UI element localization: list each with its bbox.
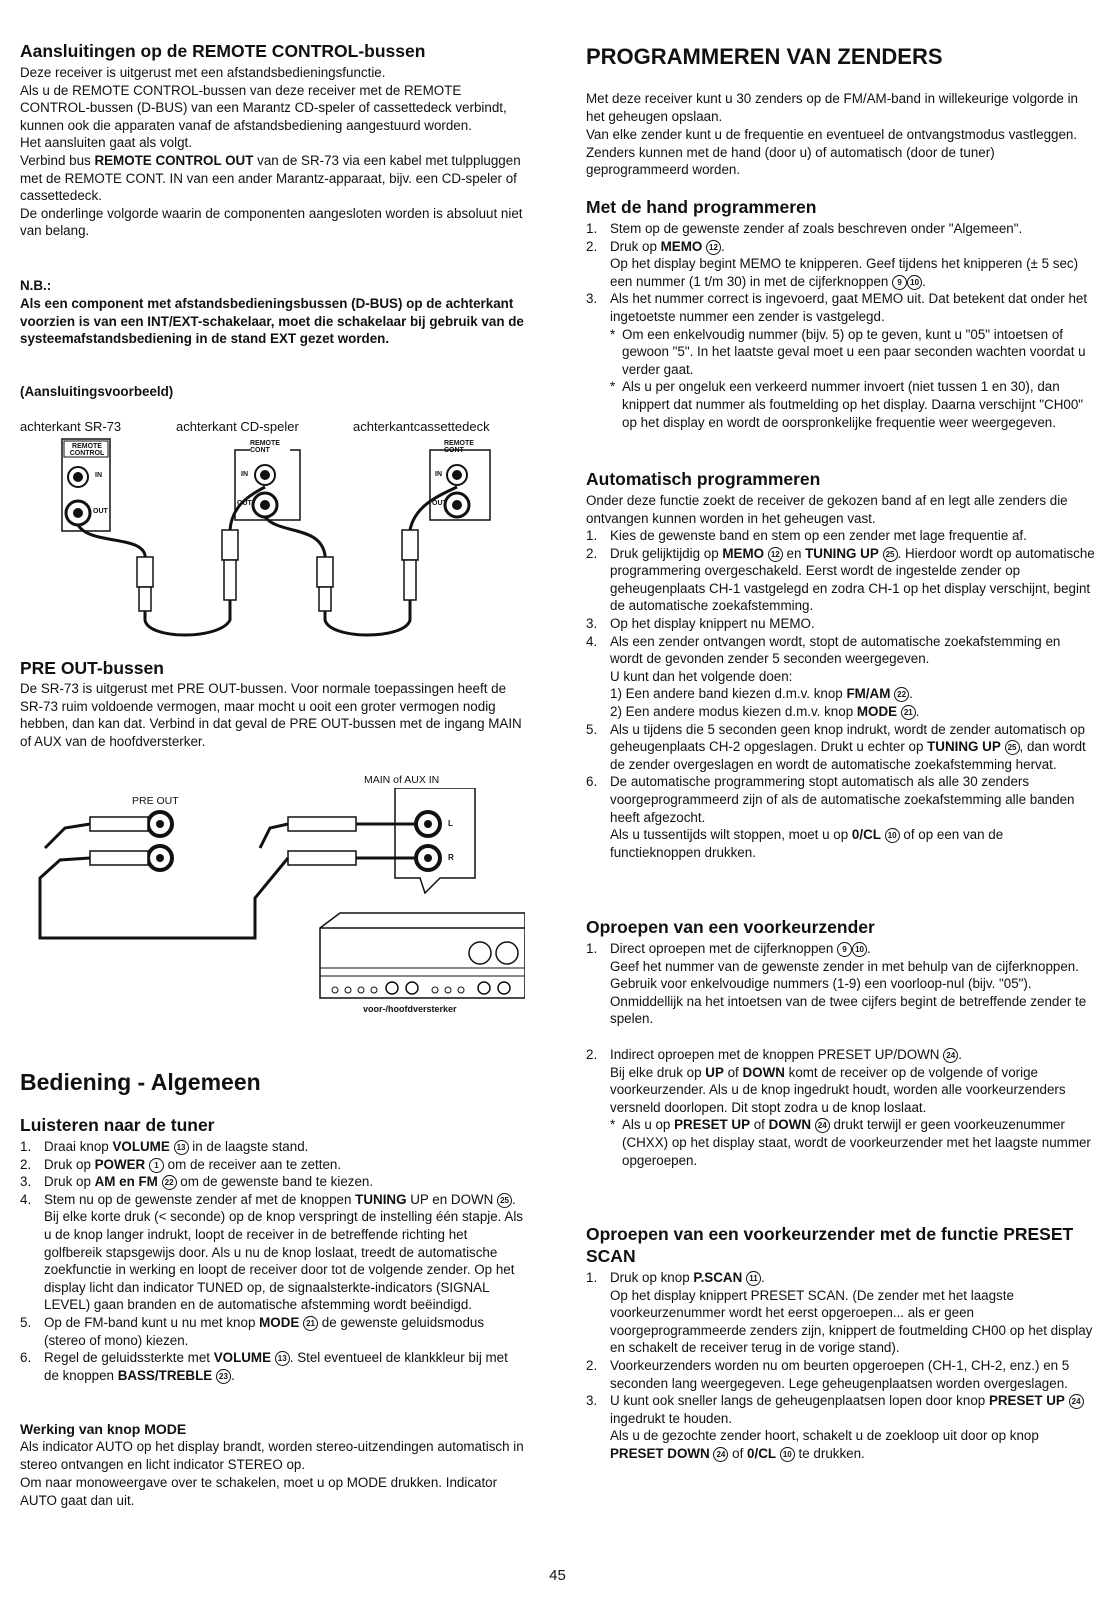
amp-led	[358, 987, 364, 993]
rca-plug-tip	[139, 587, 151, 611]
circled-number: 25	[497, 1193, 512, 1208]
item-text	[44, 1191, 525, 1314]
item-text	[44, 1349, 525, 1384]
item-number: 3.	[586, 1393, 598, 1409]
text-span: de gewenste geluidsmodus (stereo of mono) kiezen.	[44, 1314, 485, 1348]
bullet-text	[622, 1116, 1096, 1169]
list-item	[586, 721, 1096, 774]
amp-knob	[496, 942, 518, 964]
item-text: Als een zender ontvangen wordt, stopt de automatische zoekafstemming en wordt de gevonden zender 5 seconden weergegeven. U kunt dan het volgende doen: 1) Een andere band kiezen d.m.v. knop FM/AM 22 . 2) Een andere modus kiezen d.m.v. knop MODE 21 .	[610, 633, 1061, 719]
oproep-list-1	[586, 940, 1096, 1028]
remote-p1: Deze receiver is uitgerust met een afstandsbedieningsfunctie.	[20, 65, 386, 80]
cable-loop-1	[145, 600, 230, 635]
label-preout: PRE OUT	[132, 795, 179, 807]
circled-number: 10	[907, 275, 922, 290]
item-number: 2.	[586, 1357, 598, 1373]
list-item	[586, 1046, 1096, 1169]
circled-number: 24	[943, 1048, 958, 1063]
circled-number: 24	[815, 1118, 830, 1133]
text-span: te drukken.	[794, 1445, 865, 1461]
circled-number: 25	[1005, 740, 1020, 755]
rca-plug	[288, 851, 356, 865]
button-name: VOLUME	[112, 1139, 170, 1154]
remote-body	[20, 64, 525, 240]
amp-button	[478, 982, 490, 994]
item-text	[610, 545, 1096, 615]
text-span: .	[230, 1367, 235, 1383]
mode-title: Werking van knop MODE	[20, 1421, 187, 1437]
cable-cd-out	[265, 517, 325, 585]
list-item	[586, 1392, 1096, 1462]
bullet-mark: *	[610, 1117, 616, 1133]
text-span: 0/CL	[851, 827, 881, 843]
amp-button	[498, 982, 510, 994]
remote-p5: De onderlinge volgorde waarin de componenten aangesloten worden is absoluut niet van belang.	[20, 205, 523, 239]
item-text	[610, 1392, 1096, 1462]
item-number: 2.	[586, 1047, 598, 1062]
jack-label-remote-cont-cd: REMOTE CONT	[250, 440, 280, 454]
rca-plug	[288, 817, 356, 831]
text-span: PRESET UP/DOWN	[817, 1047, 940, 1062]
oproep-title: Oproepen van een voorkeurzender	[586, 917, 875, 937]
item-number: 4.	[20, 1191, 32, 1207]
text-span: 2) Een andere modus kiezen d.m.v. knop	[610, 703, 857, 719]
text-span: om de gewenste band te kiezen.	[176, 1174, 374, 1190]
item-number: 3.	[586, 291, 598, 307]
nb-title: N.B.:	[20, 278, 52, 293]
item-text: Op het display knippert nu MEMO.	[610, 615, 815, 631]
circled-number: 21	[901, 705, 916, 720]
text-span: Op het display knippert PRESET SCAN. (De zender met het laagste voorkeurzenummer wordt het eerst opgeroepen... als er geen voorgeprogrammeerde zenders zijn, knippert de foutmelding CH00 op het display en schakelt de receiver terug in de vorige stand).	[610, 1287, 1093, 1356]
text-span: Op het display begint MEMO te knipperen. Geef tijdens het knipperen (± 5 sec) een nummer (1 t/m 30) in met de cijferknoppen	[610, 256, 1079, 289]
jack-center	[424, 820, 432, 828]
text-span: ingedrukt te houden.	[610, 1410, 733, 1426]
text-span: . Stel eventueel de klankkleur bij met de knoppen	[44, 1350, 508, 1383]
text-span: REMOTE CONTROL OUT	[94, 152, 254, 168]
circled-number: 1	[149, 1158, 164, 1173]
circled-number: 13	[275, 1351, 290, 1366]
page-number: 45	[549, 1567, 566, 1584]
text-span: . Hierdoor wordt op automatische programmering overgeschakeld. Eerst wordt de ingestelde zender op geheugenplaats CH-1 vastgelegd en zodra CH-1 op het display verschijnt, begint de automatische zoekafstemming.	[610, 545, 1095, 614]
item-text	[610, 773, 1096, 861]
item-text	[44, 1138, 525, 1156]
text-span: TUNING UP	[805, 545, 879, 561]
amp-input-callout	[395, 788, 475, 893]
label-amp: voor-/hoofdversterker	[363, 1004, 457, 1014]
jack-center	[452, 500, 462, 510]
text-span: , dan wordt de zender overgeslagen en wordt de automatische zoekafstemming hervat.	[610, 739, 1086, 772]
text-span: drukt terwijl er geen voorkeuzenummer (CHXX) op het display staat, wordt de voorkeurzender met het laagste nummer opgeroepen.	[622, 1117, 1091, 1168]
text-span: of op een van de functieknoppen drukken.	[610, 827, 1004, 860]
rca-plug	[222, 530, 238, 560]
jack-label-out: OUT	[237, 500, 252, 507]
item-number: 2.	[20, 1156, 32, 1172]
item-number: 1.	[586, 221, 598, 236]
cable	[260, 824, 288, 848]
intro-2: Van elke zender kunt u de frequentie en eventueel de ontvangstmodus vastleggen. Zenders kunnen met de hand (door u) of automatisch (door de tuner) geprogrammeerd worden.	[586, 127, 1078, 178]
item-text	[610, 238, 1096, 291]
jack-center	[424, 854, 432, 862]
jack-center	[73, 472, 83, 482]
button-name: TUNING	[355, 1191, 407, 1207]
circled-number: 22	[162, 1175, 177, 1190]
rca-plug	[90, 817, 148, 831]
text-span: DOWN	[742, 1064, 785, 1080]
amp-button	[386, 982, 398, 994]
list-item	[586, 238, 1096, 291]
text-span: Als u tijdens die 5 seconden geen knop indrukt, wordt de zender automatisch op geheugenplaats CH-2 opgeslagen. Drukt u echter op	[610, 721, 1085, 755]
button-name: BASS/TREBLE	[117, 1367, 213, 1383]
text-span: of	[750, 1117, 769, 1133]
item-number: 6.	[20, 1350, 32, 1366]
item-text	[610, 1269, 1096, 1357]
jack-center	[260, 500, 270, 510]
text-span: MODE	[856, 703, 898, 719]
text-span: FM/AM	[846, 686, 891, 702]
label-main-aux: MAIN of AUX IN	[364, 774, 440, 786]
jack-center	[73, 508, 83, 518]
item-number: 1.	[586, 528, 598, 543]
circled-number: 9	[837, 942, 852, 957]
rca-plug-tip	[224, 560, 236, 600]
list-item	[586, 773, 1096, 861]
text-span: Als het nummer correct is ingevoerd, gaat MEMO uit. Dat betekent dat onder het ingetoetste nummer een zender is vastgelegd.	[610, 291, 1088, 324]
amp-led	[458, 987, 464, 993]
circled-number: 21	[303, 1316, 318, 1331]
text-span: PRESET UP	[988, 1393, 1065, 1409]
bullet-mark: *	[610, 326, 616, 342]
bullet-text: Als u per ongeluk een verkeerd nummer invoert (niet tussen 1 en 30), dan knippert dat nummer als foutmelding op het display. Daarna verschijnt "CH00" op het display en wordt de oorspronkelijke frequentie weer weergegeven.	[622, 379, 1084, 430]
bediening-title: Bediening - Algemeen	[20, 1069, 261, 1095]
item-number: 1.	[586, 1270, 598, 1285]
amp-button	[406, 982, 418, 994]
jack-label-out: OUT	[93, 508, 108, 515]
circled-number: 12	[768, 547, 783, 562]
text-span: Druk gelijktijdig op	[610, 545, 723, 561]
circled-number: 22	[894, 687, 909, 702]
item-number: 5.	[586, 721, 598, 737]
list-item	[586, 1357, 1096, 1392]
text-span: Stem nu op de gewenste zender af met de knoppen	[44, 1191, 356, 1207]
text-span	[170, 1139, 174, 1154]
amp-led	[371, 987, 377, 993]
tuner-step	[20, 1314, 525, 1349]
text-span: Druk op knop	[610, 1270, 694, 1285]
item-number: 1.	[20, 1139, 32, 1154]
amp-led	[345, 987, 351, 993]
cable	[45, 824, 90, 848]
text-span: De automatische programmering stopt automatisch als alle 30 zenders voorgeprogrammeerd zijn of als de automatische zoekafstemming alle banden heeft afgezocht.	[610, 774, 1075, 825]
cable-loop-2	[325, 600, 410, 635]
text-span: 0/CL	[747, 1445, 777, 1461]
amp-led	[445, 987, 451, 993]
item-number: 2.	[586, 545, 598, 561]
jack-label-in: IN	[95, 472, 102, 479]
label-l: L	[448, 819, 453, 828]
mode-text-2: Om naar monoweergave over te schakelen, moet u op MODE drukken. Indicator AUTO gaat dan uit.	[20, 1475, 498, 1508]
rca-plug	[90, 851, 148, 865]
text-span: Als een zender ontvangen wordt, stopt de automatische zoekafstemming en wordt de gevonden zender 5 seconden weergegeven.	[610, 633, 1061, 667]
scan-title: Oproepen van een voorkeurzender met de functie PRESET SCAN	[586, 1224, 1074, 1266]
amp-knob	[469, 942, 491, 964]
rca-plug	[317, 557, 333, 587]
item-number: 3.	[586, 615, 598, 631]
list-item	[586, 615, 1096, 633]
tuner-step	[20, 1156, 525, 1174]
remote-connection-diagram	[20, 435, 525, 645]
list-item	[586, 545, 1096, 615]
circled-number: 25	[883, 547, 898, 562]
text-span: Bij elke druk op	[610, 1064, 706, 1080]
text-span: Als u tussentijds wilt stoppen, moet u op	[610, 827, 852, 843]
item-text: Voorkeurzenders worden nu om beurten opgeroepen (CH-1, CH-2, enz.) en 5 seconden lang weergegeven. Lege geheugenplaatsen worden overgeslagen.	[610, 1357, 1070, 1391]
tuner-step	[20, 1349, 525, 1384]
remote-p3: Het aansluiten gaat als volgt.	[20, 135, 192, 151]
auto-intro: Onder deze functie zoekt de receiver de gekozen band af en legt alle zenders die ontvangen kunnen worden in het geheugen vast.	[586, 493, 1068, 526]
jack-label-remote-control: REMOTE CONTROL	[69, 443, 105, 457]
item-text	[610, 290, 1096, 431]
item-number: 3.	[20, 1174, 32, 1190]
jack-center	[156, 854, 164, 862]
circled-number: 13	[174, 1140, 189, 1155]
tuner-title: Luisteren naar de tuner	[20, 1115, 215, 1135]
text-span: in de laagste stand.	[188, 1139, 309, 1154]
rca-plug	[402, 530, 418, 560]
circled-number: 11	[746, 1271, 761, 1286]
item-text	[44, 1156, 525, 1174]
text-span: . Bij elke korte druk (< seconde) op de knop verspringt de instelling één stapje. Als u de knop langer indrukt, loopt de receiver in de betreffende richting het golfbereik stapsgewijs door. Als u nu de knop loslaat, treedt de automatische zoekfunctie in werking en loopt de receiver door tot de volgende zender. Op het display licht dan indicator TUNED op, de signaalsterkte-indicators (SIGNAL LEVEL) gaan branden en de automatische afstemming wordt beëindigd.	[44, 1191, 523, 1313]
item-number: 4.	[586, 633, 598, 649]
label-sr73: achterkant SR-73	[20, 419, 122, 434]
oproep-list-2	[586, 1046, 1096, 1169]
jack-label-in: IN	[435, 471, 442, 478]
text-span: Als u de gezochte zender hoort, schakelt u de zoekloop uit door op knop	[610, 1428, 1039, 1444]
text-span: om de receiver aan te zetten.	[163, 1156, 342, 1172]
tuner-steps-list	[20, 1138, 525, 1384]
rca-plug-tip	[404, 560, 416, 600]
list-item	[586, 527, 1096, 545]
text-span: of	[723, 1064, 743, 1080]
button-name: MODE	[259, 1314, 300, 1330]
jack-label-in: IN	[241, 471, 248, 478]
text-span: Draai knop	[44, 1139, 113, 1154]
text-span: 1) Een andere band kiezen d.m.v. knop	[610, 686, 847, 702]
circled-number: 12	[706, 240, 721, 255]
hand-list	[586, 220, 1096, 431]
item-number: 6.	[586, 774, 598, 790]
circled-number: 24	[1069, 1394, 1084, 1409]
nb-text: Als een component met afstandsbedieningsbussen (D-BUS) op de achterkant voorzien is van een INT/EXT-schakelaar, moet die schakelaar bij gebruik van de systeemafstandsbediening in de stand EXT gezet worden.	[20, 296, 524, 347]
intro-1: Met deze receiver kunt u 30 zenders op de FM/AM-band in willekeurige volgorde in het geheugen opslaan.	[586, 91, 1078, 124]
circled-number: 23	[216, 1369, 231, 1384]
text-span: Regel de geluidssterkte met	[44, 1350, 214, 1366]
jack-label-out: OUT	[432, 500, 447, 507]
list-item	[586, 1269, 1096, 1357]
example-title: (Aansluitingsvoorbeeld)	[20, 384, 174, 399]
tuner-step	[20, 1191, 525, 1314]
item-text	[44, 1314, 525, 1349]
text-span: .	[867, 941, 871, 956]
text-span: .	[958, 1047, 962, 1062]
text-span: MEMO	[660, 238, 703, 254]
item-number: 2.	[586, 238, 598, 254]
amp-led	[432, 987, 438, 993]
remote-p2: Als u de REMOTE CONTROL-bussen van deze receiver met de REMOTE CONTROL-bussen (D-BUS) van een Marantz CD-speler of cassettedeck verbindt, kunnen ook die apparaten vanaf de afstandsbediening aangestuurd worden.	[20, 82, 507, 133]
text-span: .	[760, 1270, 765, 1285]
button-name: AM en FM	[94, 1174, 158, 1190]
text-span: UP en DOWN	[406, 1191, 498, 1207]
text-span: MEMO	[722, 545, 765, 561]
list-item	[586, 290, 1096, 431]
list-item	[586, 220, 1096, 238]
circled-number: 9	[892, 275, 907, 290]
cable-sr73-out	[78, 525, 145, 585]
circled-number: 10	[885, 828, 900, 843]
text-span: .	[721, 238, 725, 254]
hand-title: Met de hand programmeren	[586, 197, 817, 217]
item-text: Kies de gewenste band en stem op een zender met lage frequentie af.	[610, 528, 1027, 543]
preout-p1: De SR-73 is uitgerust met PRE OUT-bussen. Voor normale toepassingen heeft de SR-73 ruim voldoende vermogen, maar mocht u ooit een groter vermogen nodig hebben, dan kan dat. Verbind in dat geval de PRE OUT-bussen met de ingang MAIN of AUX van de hoofdversterker.	[20, 681, 522, 749]
programmeren-title: PROGRAMMEREN VAN ZENDERS	[586, 44, 943, 69]
jack-label-remote-cont-cass: REMOTE CONT	[444, 440, 474, 454]
jack-center	[260, 470, 270, 480]
text-span: en	[782, 545, 806, 561]
bullet-note	[610, 1116, 1096, 1169]
text-span: P.SCAN	[693, 1270, 743, 1285]
text-span: Als u op	[622, 1117, 675, 1133]
item-number: 5.	[20, 1314, 32, 1330]
text-span: Druk op	[44, 1174, 95, 1190]
auto-list	[586, 527, 1096, 861]
text-span: UP	[705, 1064, 724, 1080]
circled-number: 10	[852, 942, 867, 957]
bullet-note	[610, 326, 1096, 379]
circled-number: 10	[780, 1447, 795, 1462]
amplifier-outline	[320, 913, 525, 998]
button-name: VOLUME	[213, 1350, 272, 1366]
item-number: 1.	[586, 941, 598, 956]
button-name: POWER	[94, 1156, 146, 1172]
text-span: PRESET DOWN	[610, 1445, 710, 1461]
bullet-text: Om een enkelvoudig nummer (bijv. 5) op te geven, kunt u "05" intoetsen of gewoon "5". In het laatste geval moet u een paar seconden wachten voordat u verder gaat.	[622, 326, 1086, 377]
text-span: PRESET UP	[674, 1117, 751, 1133]
item-text: Stem op de gewenste zender af zoals beschreven onder "Algemeen".	[610, 221, 1023, 236]
text-span: U kunt ook sneller langs de geheugenplaatsen lopen door knop	[610, 1393, 989, 1409]
text-span: Direct oproepen met de cijferknoppen	[610, 941, 838, 956]
text-span: U kunt dan het volgende doen:	[610, 668, 793, 684]
item-text	[610, 721, 1096, 774]
jack-center	[452, 470, 462, 480]
amp-led	[332, 987, 338, 993]
text-span: Op de FM-band kunt u nu met knop	[44, 1314, 260, 1330]
text-span: Druk op	[44, 1156, 95, 1172]
list-item	[586, 940, 1096, 1028]
text-span: of	[728, 1445, 748, 1461]
item-text	[44, 1173, 525, 1191]
text-span: Druk op	[610, 238, 661, 254]
circled-number: 24	[713, 1447, 728, 1462]
text-span: Geef het nummer van de gewenste zender in met behulp van de cijferknoppen. Gebruik voor enkelvoudige nummers (1-9) een voorloop-nul (bijv. "05"). Onmiddellijk na het intoetsen van de twee cijfers begint de betreffende zender te spelen.	[610, 958, 1087, 1027]
text-span: van de SR-73 via een kabel met tulppluggen met de REMOTE CONT. IN van een ander Marantz-apparaat, bijv. een CD-speler of cassettedeck.	[20, 152, 521, 204]
text-span: Verbind bus	[20, 152, 95, 168]
preout-title: PRE OUT-bussen	[20, 658, 164, 678]
jack-center	[156, 820, 164, 828]
auto-title: Automatisch programmeren	[586, 469, 821, 489]
text-span: .	[922, 273, 926, 289]
tuner-step	[20, 1173, 525, 1191]
text-span: komt de receiver op de volgende of vorige voorkeurzender. Als u de knop ingedrukt houdt, worden alle voorkeurzenders versneld doorlopen. Dit stopt zodra u de knop loslaat.	[610, 1064, 1066, 1115]
rca-plug	[137, 557, 153, 587]
text-span: TUNING UP	[927, 739, 1001, 755]
bullet-mark: *	[610, 379, 616, 395]
remote-p4	[20, 152, 525, 205]
tuner-step	[20, 1138, 525, 1156]
rca-plug-tip	[319, 587, 331, 611]
mode-text: Als indicator AUTO op het display brandt, worden stereo-uitzendingen automatisch in stereo ontvangen en licht indicator STEREO op.	[20, 1439, 524, 1472]
label-cass: achterkantcassettedeck	[353, 419, 490, 434]
scan-list	[586, 1269, 1096, 1463]
remote-title: Aansluitingen op de REMOTE CONTROL-bussen	[20, 41, 426, 61]
item-text	[610, 1046, 1096, 1169]
text-span: DOWN	[768, 1117, 812, 1133]
text-span: Indirect oproepen met de knoppen	[610, 1047, 818, 1062]
item-text	[610, 940, 1096, 1028]
label-r: R	[448, 853, 454, 862]
list-item	[586, 633, 1096, 721]
bullet-note	[610, 378, 1096, 431]
label-cd: achterkant CD-speler	[176, 419, 299, 434]
